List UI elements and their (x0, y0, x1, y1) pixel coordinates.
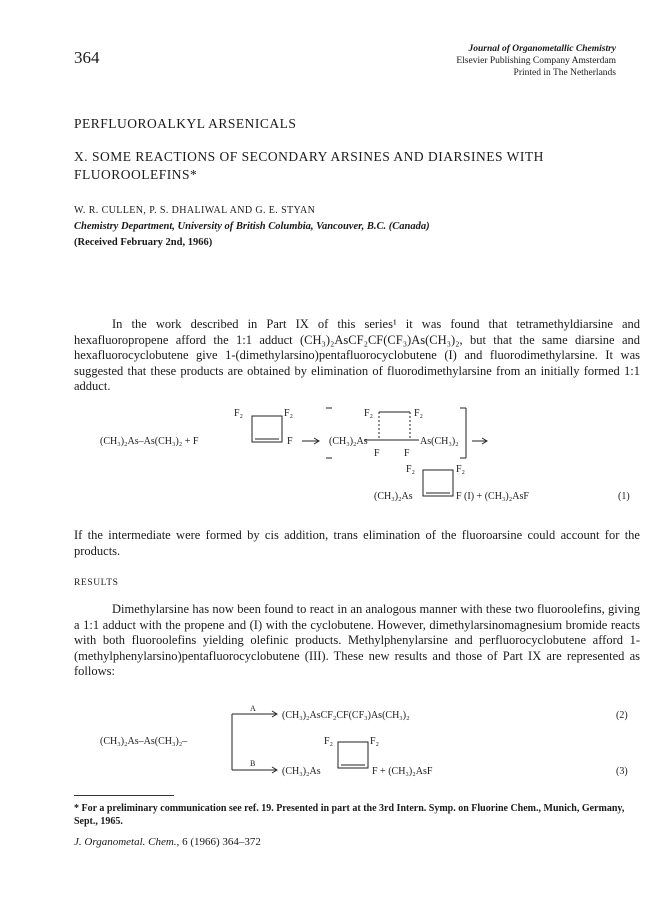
scheme-1-drawing (74, 404, 640, 514)
equation-number-3: (3) (616, 766, 628, 777)
journal-name: Journal of Organometallic Chemistry (468, 44, 616, 54)
scheme1-product-right: F (I) + (CH₃)₂AsF (456, 491, 529, 502)
scheme1-product-left: (CH₃)₂As (374, 491, 413, 502)
scheme1-prod-f2: F₂ (456, 464, 466, 475)
scheme2-ring (338, 742, 368, 768)
scheme2-label-b: B (250, 759, 256, 768)
scheme1-int-f1: F₂ (364, 408, 374, 419)
paragraph-intro: In the work described in Part IX of this series¹ it was found that tetramethyldiarsine and hexafluoropropene afford the 1:1 adduct (CH₃)₂AsCF₂CF(CF₃)As(CH₃)₂, but that the same diarsine and hexafluorocyclobutene give 1-(dimethylarsino)pentafluorocyclobutene (I) and fluorodimethylarsine. It was suggested that these products are obtained by elimination of fluorodimethylarsine from an initially formed 1:1 adduct. (74, 317, 640, 393)
authors: W. R. CULLEN, P. S. DHALIWAL AND G. E. STYAN (74, 205, 316, 216)
footnote: * For a preliminary communication see ref. 19. Presented in part at the 3rd Intern. Symp. on Fluorine Chem., Munich, Germany, Sept., 1965. (74, 803, 625, 827)
scheme-2-drawing (74, 700, 640, 780)
scheme1-int-f4: F (404, 448, 410, 459)
scheme1-ring-f3: F (287, 436, 293, 447)
scheme2-product-b-left: (CH₃)₂As (282, 766, 321, 777)
scheme2-b-f2: F₂ (370, 736, 380, 747)
paragraph-results: Dimethylarsine has now been found to react in an analogous manner with these two fluoroolefins, giving a 1:1 adduct with the propene and (I) with the cyclobutene. However, dimethylarsinomagnesium bromide reacts with both fluoroolefins yielding olefinic products. Methylphenylarsine and perfluorocyclobutene afford 1-(methylphenylarsino)pentafluorocyclobutene (III). These new results and those of Part IX are represented as follows: (74, 602, 640, 678)
paragraph-mechanism: If the intermediate were formed by cis addition, trans elimination of the fluoroarsine could account for the products. (74, 528, 640, 558)
scheme1-product-ring (423, 470, 453, 496)
scheme2-product-a: (CH₃)₂AsCF₂CF(CF₃)As(CH₃)₂ (282, 710, 410, 721)
reaction-scheme-1 (74, 404, 640, 514)
scheme1-ring-f2: F₂ (284, 408, 294, 419)
scheme1-int-f2: F₂ (414, 408, 424, 419)
scheme1-ring (252, 416, 282, 442)
scheme2-b-f1: F₂ (324, 736, 334, 747)
printed-line: Printed in The Netherlands (513, 68, 616, 78)
journal-header (456, 43, 616, 79)
results-heading: RESULTS (74, 578, 119, 588)
affiliation: Chemistry Department, University of British Columbia, Vancouver, B.C. (Canada) (74, 221, 430, 232)
scheme1-intermediate-right: As(CH₃)₂ (420, 436, 459, 447)
scheme1-intermediate-left: (CH₃)₂As (329, 436, 368, 447)
citation-details: 6 (1966) 364–372 (182, 836, 261, 848)
scheme2-product-b-right: F + (CH₃)₂AsF (372, 766, 433, 777)
scheme1-int-f3: F (374, 448, 380, 459)
scheme2-reactant: (CH₃)₂As–As(CH₃)₂– (100, 736, 188, 747)
article-title: X. SOME REACTIONS OF SECONDARY ARSINES AND DIARSINES WITH FLUOROOLEFINS* (74, 149, 544, 182)
page-number: 364 (74, 48, 100, 67)
citation-journal: J. Organometal. Chem., (74, 836, 180, 848)
received-date: (Received February 2nd, 1966) (74, 237, 213, 248)
equation-number-2: (2) (616, 710, 628, 721)
citation-line (74, 836, 261, 848)
scheme1-ring-f1: F₂ (234, 408, 244, 419)
footnote-rule (74, 795, 174, 796)
publisher-line: Elsevier Publishing Company Amsterdam (456, 56, 616, 66)
scheme1-prod-f1: F₂ (406, 464, 416, 475)
reaction-scheme-2 (74, 700, 640, 780)
series-title: PERFLUOROALKYL ARSENICALS (74, 116, 297, 131)
equation-number-1: (1) (618, 491, 630, 502)
scheme1-reactant: (CH₃)₂As–As(CH₃)₂ + F (100, 436, 199, 447)
scheme2-label-a: A (250, 704, 256, 713)
